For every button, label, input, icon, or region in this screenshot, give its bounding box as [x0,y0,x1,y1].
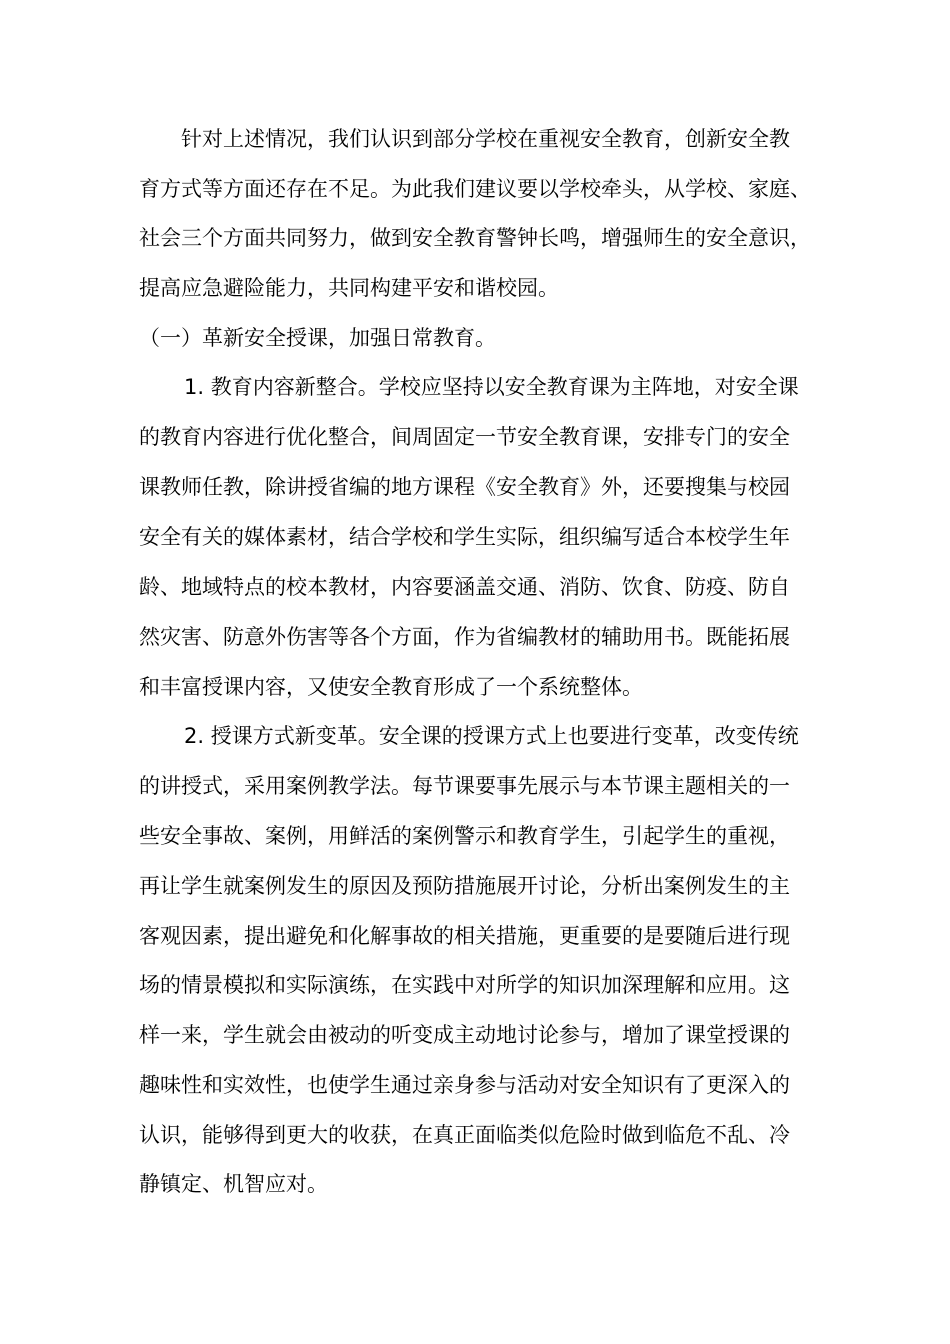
text-line: 些安全事故、案例，用鲜活的案例警示和教育学生，引起学生的重视， [139,824,790,848]
section-heading: （一）革新安全授课，加强日常教育。 [139,326,496,350]
text-line: 2. 授课方式新变革。安全课的授课方式上也要进行变革，改变传统 [184,724,799,748]
text-line: 社会三个方面共同努力，做到安全教育警钟长鸣，增强师生的安全意识， [139,226,811,250]
text-line: 然灾害、防意外伤害等各个方面，作为省编教材的辅助用书。既能拓展 [139,625,790,649]
text-line: 育方式等方面还存在不足。为此我们建议要以学校牵头，从学校、家庭、 [139,177,811,201]
text-line: 安全有关的媒体素材，结合学校和学生实际，组织编写适合本校学生年 [139,525,790,549]
text-line: 的教育内容进行优化整合，间周固定一节安全教育课，安排专门的安全 [139,425,790,449]
text-line: 静镇定、机智应对。 [139,1172,328,1196]
text-line: 的讲授式，采用案例教学法。每节课要事先展示与本节课主题相关的一 [139,774,790,798]
text-line: 龄、地域特点的校本教材，内容要涵盖交通、消防、饮食、防疫、防自 [139,575,790,599]
text-line: 场的情景模拟和实际演练，在实践中对所学的知识加深理解和应用。这 [139,973,790,997]
text-line: 样一来，学生就会由被动的听变成主动地讨论参与，增加了课堂授课的 [139,1023,790,1047]
text-line: 提高应急避险能力，共同构建平安和谐校园。 [139,276,559,300]
text-line: 再让学生就案例发生的原因及预防措施展开讨论，分析出案例发生的主 [139,874,790,898]
text-line: 1. 教育内容新整合。学校应坚持以安全教育课为主阵地，对安全课 [184,375,799,399]
text-line: 客观因素，提出避免和化解事故的相关措施，更重要的是要随后进行现 [139,924,790,948]
text-line: 趣味性和实效性，也使学生通过亲身参与活动对安全知识有了更深入的 [139,1073,790,1097]
text-line: 针对上述情况，我们认识到部分学校在重视安全教育，创新安全教 [181,127,790,151]
text-line: 课教师任教，除讲授省编的地方课程《安全教育》外，还要搜集与校园 [139,475,790,499]
text-line: 认识，能够得到更大的收获，在真正面临类似危险时做到临危不乱、冷 [139,1123,790,1147]
text-line: 和丰富授课内容，又使安全教育形成了一个系统整体。 [139,675,643,699]
